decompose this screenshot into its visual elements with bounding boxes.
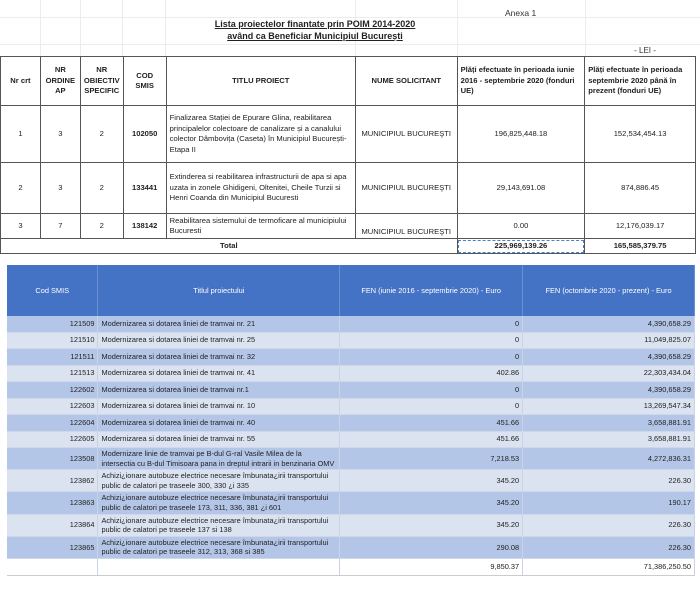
table-row xyxy=(1,106,696,163)
cell-fen2: 226.30 xyxy=(523,536,695,558)
cell-title: Achizi¿ionare autobuze electrice necesare îmbunata¿irii transportului public de calatori pe traseele 300, 330 ¿i 335 xyxy=(98,470,340,492)
total-row xyxy=(7,558,695,575)
cell-smis: 122602 xyxy=(7,382,98,399)
cell-title: Modernizare linie de tramvai pe B-dul G-ral Vasile Milea de la intersectia cu B-dul Timisoara pana in dreptul intrarii in benzinaria OMV xyxy=(98,448,340,470)
table-row xyxy=(7,398,695,415)
cell-fen2: 13,269,547.34 xyxy=(523,398,695,415)
cell-fen1: 345.20 xyxy=(340,492,523,514)
document-title-line2: având ca Beneficiar Municipiul București xyxy=(227,31,403,41)
empty-cell xyxy=(98,558,340,575)
gridline xyxy=(0,44,700,45)
cell-smis: 121513 xyxy=(7,365,98,382)
cell-smis: 133441 xyxy=(123,163,166,214)
header-nr-ordine-ap: NR ORDINE AP xyxy=(40,57,80,106)
fen-projects-table xyxy=(7,265,695,576)
cell-fen2: 226.30 xyxy=(523,514,695,536)
cell-title: Modernizarea si dotarea liniei de tramvai nr. 40 xyxy=(98,415,340,432)
cell-fen1: 290.08 xyxy=(340,536,523,558)
table-row xyxy=(7,492,695,514)
cell-pay1: 0.00 xyxy=(457,214,585,239)
cell-smis: 121510 xyxy=(7,332,98,349)
cell-ap: 3 xyxy=(40,163,80,214)
table-row xyxy=(7,536,695,558)
gridline xyxy=(40,0,41,56)
annex-label: Anexa 1 xyxy=(505,8,537,18)
cell-ap: 3 xyxy=(40,106,80,163)
header-fen-2016-2020: FEN (iunie 2016 - septembrie 2020) - Euro xyxy=(340,265,523,316)
table-row xyxy=(7,332,695,349)
header-cod-smis: COD SMIS xyxy=(123,57,166,106)
cell-smis: 123865 xyxy=(7,536,98,558)
header-titlul-proiectului: Titlul proiectului xyxy=(98,265,340,316)
cell-fen2: 4,272,836.31 xyxy=(523,448,695,470)
cell-smis: 123862 xyxy=(7,470,98,492)
total-pay1[interactable]: 225,969,139.26 xyxy=(457,239,585,254)
cell-fen1: 451.66 xyxy=(340,415,523,432)
cell-title: Achizi¿ionare autobuze electrice necesare îmbunata¿irii transportului public de calatori pe traseele 137 si 138 xyxy=(98,514,340,536)
header-payments-2020-present: Plăți efectuate în perioada septembrie 2020 până în prezent (fonduri UE) xyxy=(585,57,696,106)
cell-fen2: 22,303,434.04 xyxy=(523,365,695,382)
cell-applicant: MUNICIPIUL BUCUREŞTI xyxy=(355,214,457,239)
cell-title: Modernizarea si dotarea liniei de tramvai nr. 41 xyxy=(98,365,340,382)
cell-title: Achizi¿ionare autobuze electrice necesare îmbunata¿irii transportului public de calatori pe traseele 173, 311, 336, 381 ¿i 601 xyxy=(98,492,340,514)
fen-table-body xyxy=(7,316,695,558)
cell-smis: 122604 xyxy=(7,415,98,432)
gridline xyxy=(585,0,586,56)
cell-title: Extinderea si reabilitarea infrastructurii de apa si apa uzata in zonele Ghidigeni, Oltenitei, Cheile Turzii si Henri Coanda din Municipiul Bucuresti xyxy=(166,163,355,214)
table-row xyxy=(7,431,695,448)
cell-ap: 7 xyxy=(40,214,80,239)
cell-title: Modernizarea si dotarea liniei de tramvai nr. 55 xyxy=(98,431,340,448)
total-fen1: 9,850.37 xyxy=(340,558,523,575)
table-header-row xyxy=(7,265,695,316)
total-pay2: 165,585,379.75 xyxy=(585,239,696,254)
cell-os: 2 xyxy=(80,106,123,163)
table-row xyxy=(7,349,695,366)
table-row xyxy=(7,470,695,492)
cell-title: Modernizarea si dotarea liniei de tramvai nr. 21 xyxy=(98,316,340,332)
cell-smis: 121511 xyxy=(7,349,98,366)
cell-fen1: 0 xyxy=(340,332,523,349)
cell-fen1: 345.20 xyxy=(340,470,523,492)
table-row xyxy=(1,214,696,239)
empty-cell xyxy=(7,558,98,575)
cell-nr: 3 xyxy=(1,214,41,239)
cell-fen1: 0 xyxy=(340,382,523,399)
header-nume-solicitant: NUME SOLICITANT xyxy=(355,57,457,106)
header-payments-2016-2020: Plăți efectuate în perioada iunie 2016 - septembrie 2020 (fonduri UE) xyxy=(457,57,585,106)
cell-fen2: 4,390,658.29 xyxy=(523,316,695,332)
cell-smis: 122603 xyxy=(7,398,98,415)
poim-projects-table xyxy=(0,56,696,254)
cell-fen1: 0 xyxy=(340,316,523,332)
gridline xyxy=(122,0,123,56)
cell-smis: 122605 xyxy=(7,431,98,448)
cell-fen1: 345.20 xyxy=(340,514,523,536)
cell-smis: 123863 xyxy=(7,492,98,514)
cell-nr: 1 xyxy=(1,106,41,163)
cell-fen2: 190.17 xyxy=(523,492,695,514)
cell-pay2: 12,176,039.17 xyxy=(585,214,696,239)
table-row xyxy=(7,514,695,536)
gridline xyxy=(80,0,81,56)
cell-fen2: 3,658,881.91 xyxy=(523,415,695,432)
cell-fen1: 451.66 xyxy=(340,431,523,448)
cell-pay1: 196,825,448.18 xyxy=(457,106,585,163)
table-row xyxy=(7,316,695,332)
cell-smis: 138142 xyxy=(123,214,166,239)
cell-title: Modernizarea si dotarea liniei de tramvai nr. 32 xyxy=(98,349,340,366)
cell-fen2: 4,390,658.29 xyxy=(523,349,695,366)
gridline xyxy=(0,17,700,18)
cell-title: Modernizarea si dotarea liniei de tramvai nr.1 xyxy=(98,382,340,399)
table-row xyxy=(1,163,696,214)
total-label: Total xyxy=(1,239,458,254)
total-row xyxy=(1,239,696,254)
cell-smis: 123508 xyxy=(7,448,98,470)
cell-os: 2 xyxy=(80,163,123,214)
cell-fen2: 226.30 xyxy=(523,470,695,492)
table-header-row xyxy=(1,57,696,106)
cell-title: Achizi¿ionare autobuze electrice necesare îmbunata¿irii transportului public de calatori pe traseele 312, 313, 368 si 385 xyxy=(98,536,340,558)
cell-smis: 121509 xyxy=(7,316,98,332)
cell-title: Reabilitarea sistemului de termoficare al municipiului Bucuresti xyxy=(166,214,355,239)
cell-fen1: 0 xyxy=(340,349,523,366)
cell-smis: 123864 xyxy=(7,514,98,536)
cell-pay2: 152,534,454.13 xyxy=(585,106,696,163)
total-fen2[interactable]: 71,386,250.50 xyxy=(523,558,695,575)
cell-title: Modernizarea si dotarea liniei de tramvai nr. 25 xyxy=(98,332,340,349)
cell-title: Finalizarea Stației de Epurare Glina, reabilitarea principalelor colectoare de canalizare și a canalului colector Dâmbovița (Caseta) în Municipiul București-Etapa II xyxy=(166,106,355,163)
header-nr-obiectiv: NR OBIECTIV SPECIFIC xyxy=(80,57,123,106)
cell-pay2: 874,886.45 xyxy=(585,163,696,214)
header-fen-2020-present: FEN (octombrie 2020 - prezent) - Euro xyxy=(523,265,695,316)
cell-title: Modernizarea si dotarea liniei de tramvai nr. 10 xyxy=(98,398,340,415)
currency-label: - LEI - xyxy=(634,46,656,55)
cell-fen1: 7,218.53 xyxy=(340,448,523,470)
cell-fen1: 0 xyxy=(340,398,523,415)
table-row xyxy=(7,448,695,470)
table-row xyxy=(7,415,695,432)
header-cod-smis: Cod SMIS xyxy=(7,265,98,316)
header-nr-crt: Nr crt xyxy=(1,57,41,106)
cell-fen1: 402.86 xyxy=(340,365,523,382)
table-row xyxy=(7,382,695,399)
cell-smis: 102050 xyxy=(123,106,166,163)
cell-os: 2 xyxy=(80,214,123,239)
cell-fen2: 11,049,825.07 xyxy=(523,332,695,349)
cell-applicant: MUNICIPIUL BUCUREŞTI xyxy=(355,163,457,214)
cell-fen2: 3,658,881.91 xyxy=(523,431,695,448)
header-titlu-proiect: TITLU PROIECT xyxy=(166,57,355,106)
cell-applicant: MUNICIPIUL BUCUREŞTI xyxy=(355,106,457,163)
table-row xyxy=(7,365,695,382)
cell-pay1: 29,143,691.08 xyxy=(457,163,585,214)
cell-fen2: 4,390,658.29 xyxy=(523,382,695,399)
cell-nr: 2 xyxy=(1,163,41,214)
document-title-line1: Lista proiectelor finantate prin POIM 2014-2020 xyxy=(214,19,416,29)
